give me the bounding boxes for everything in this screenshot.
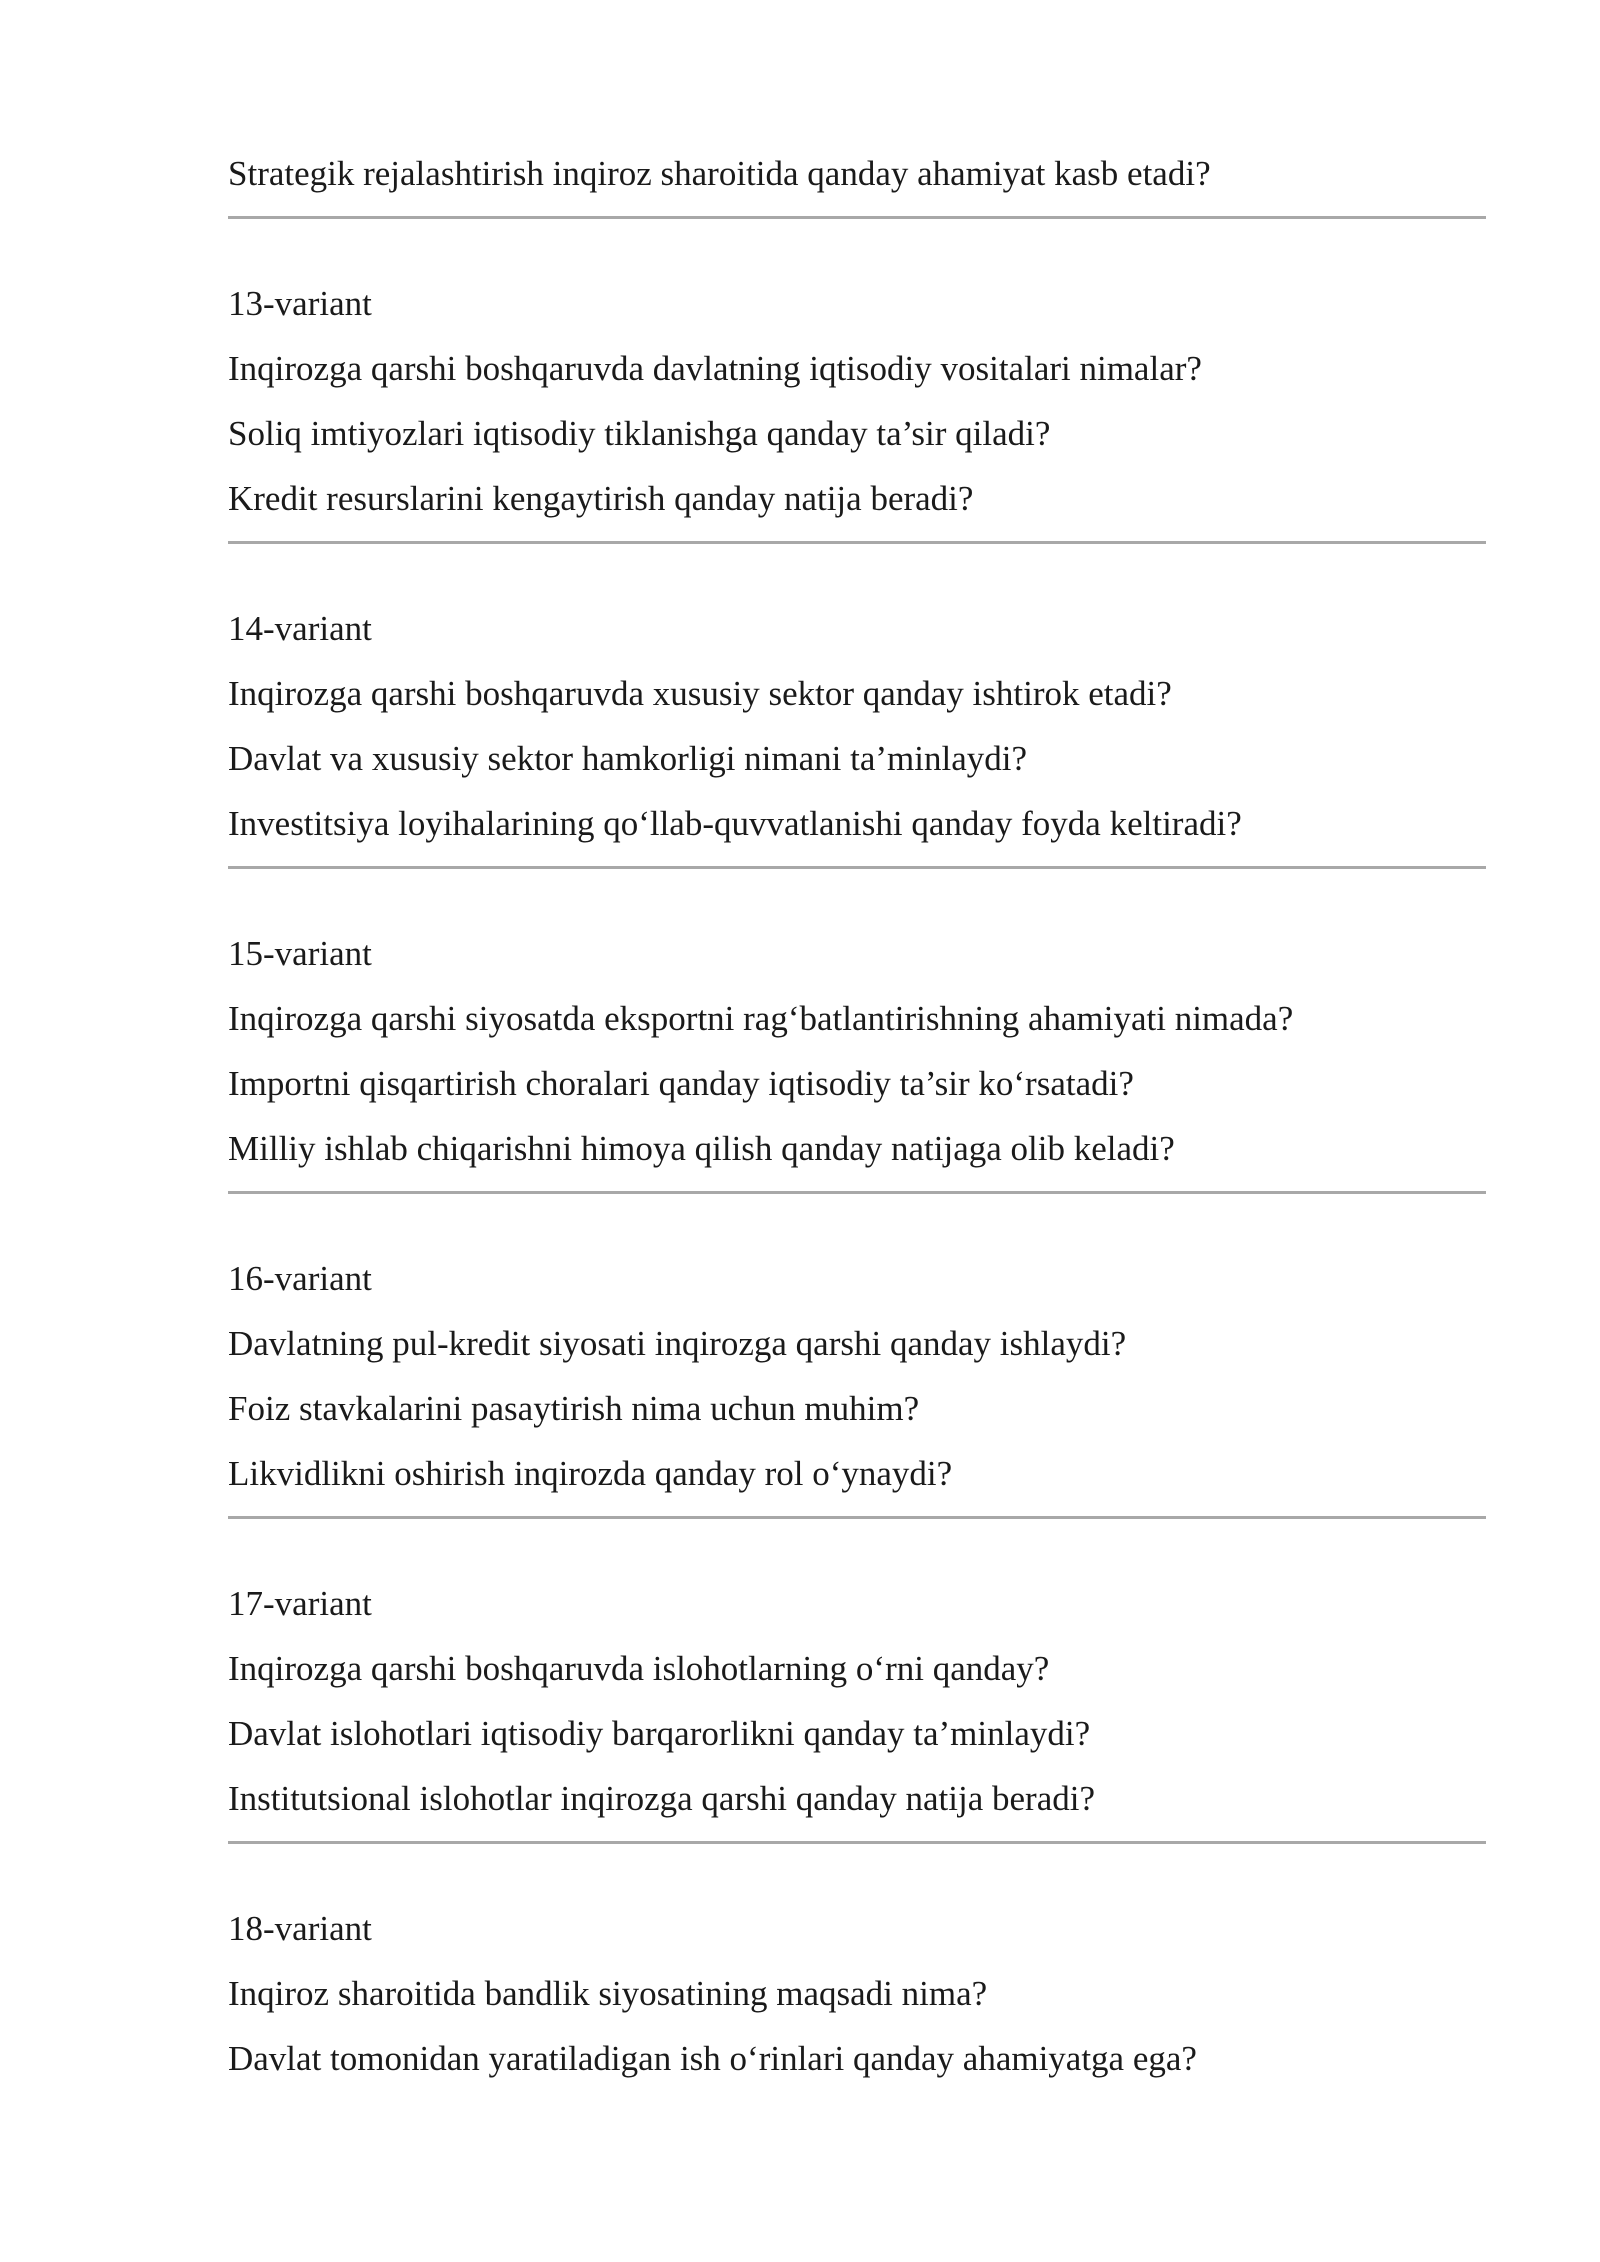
question-text: Davlat tomonidan yaratiladigan ish o‘rinlari qanday ahamiyatga ega? [228,2039,1197,2078]
question-text: Institutsional islohotlar inqirozga qarshi qanday natija beradi? [228,1779,1095,1818]
section-divider [228,1516,1486,1519]
variant-title: 15-variant [228,934,372,973]
section-divider [228,1841,1486,1844]
variant-title: 14-variant [228,609,372,648]
question-text: Inqirozga qarshi boshqaruvda davlatning iqtisodiy vositalari nimalar? [228,349,1202,388]
question-text: Davlatning pul-kredit siyosati inqirozga qarshi qanday ishlaydi? [228,1324,1127,1363]
intro-question: Strategik rejalashtirish inqiroz sharoitida qanday ahamiyat kasb etadi? [228,154,1211,193]
variant-title: 13-variant [228,284,372,323]
question-text: Inqiroz sharoitida bandlik siyosatining maqsadi nima? [228,1974,988,2013]
section-divider [228,866,1486,869]
question-text: Foiz stavkalarini pasaytirish nima uchun muhim? [228,1389,920,1428]
question-text: Soliq imtiyozlari iqtisodiy tiklanishga qanday ta’sir qiladi? [228,414,1051,453]
section-divider [228,1191,1486,1194]
section-divider [228,216,1486,219]
question-text: Likvidlikni oshirish inqirozda qanday rol o‘ynaydi? [228,1454,953,1493]
variant-title: 18-variant [228,1909,372,1948]
question-text: Inqirozga qarshi boshqaruvda xususiy sektor qanday ishtirok etadi? [228,674,1172,713]
question-text: Milliy ishlab chiqarishni himoya qilish qanday natijaga olib keladi? [228,1129,1175,1168]
question-text: Importni qisqartirish choralari qanday iqtisodiy ta’sir ko‘rsatadi? [228,1064,1134,1103]
question-text: Kredit resurslarini kengaytirish qanday natija beradi? [228,479,974,518]
question-text: Inqirozga qarshi boshqaruvda islohotlarning o‘rni qanday? [228,1649,1050,1688]
question-text: Inqirozga qarshi siyosatda eksportni rag‘batlantirishning ahamiyati nimada? [228,999,1294,1038]
variant-title: 16-variant [228,1259,372,1298]
section-divider [228,541,1486,544]
variant-title: 17-variant [228,1584,372,1623]
question-text: Davlat islohotlari iqtisodiy barqarorlikni qanday ta’minlaydi? [228,1714,1091,1753]
question-text: Davlat va xususiy sektor hamkorligi nimani ta’minlaydi? [228,739,1028,778]
question-text: Investitsiya loyihalarining qo‘llab-quvvatlanishi qanday foyda keltiradi? [228,804,1242,843]
